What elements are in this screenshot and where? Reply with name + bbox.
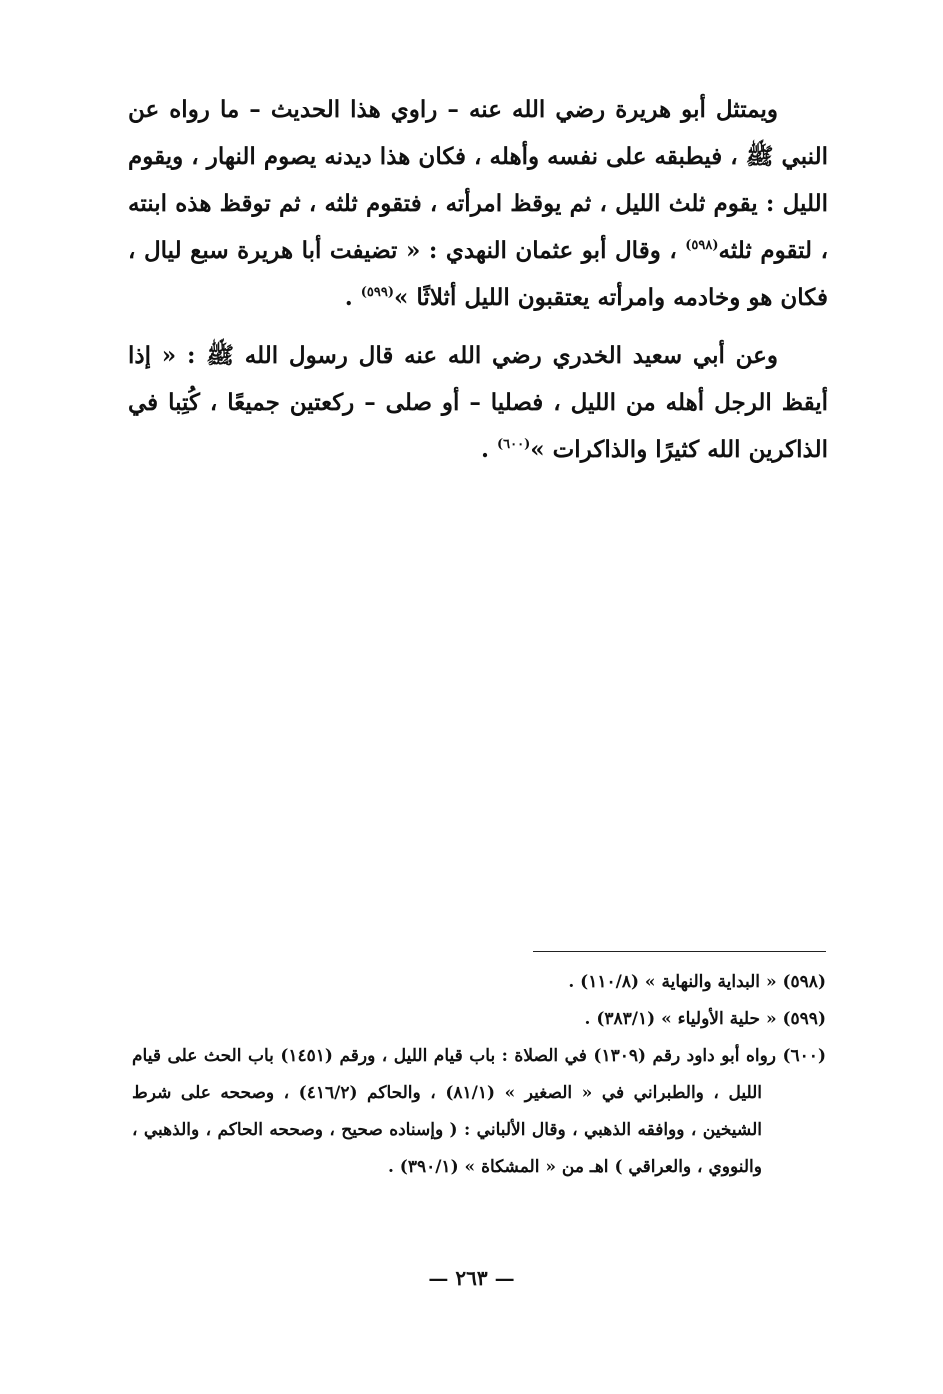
footnote-ref-598[interactable]: (٥٩٨) [685,238,719,253]
footnote-separator [533,951,826,952]
footnote-599 [132,1001,826,1038]
footnote-text: « البداية والنهاية » (١١٠/٨) . [568,972,777,992]
footnote-600 [132,1038,826,1186]
footnote-number: (٥٩٩) [782,1009,826,1029]
footnote-text: رواه أبو داود رقم (١٣٠٩) في الصلاة : باب قيام الليل ، ورقم (١٤٥١) باب الحث على قيام الليل ، والطبراني في « الصغير » (٨١/١) ، والحاكم (٤١٦/٢) ، وصححه على شرط الشيخين ، ووافقه الذهبي ، وقال الألباني : ( وإسناده صحيح ، وصححه الحاكم ، والذهبي ، والنووي ، والعراقي ) اهـ من « المشكاة » (٣٩٠/١) . [132,1046,776,1177]
footnotes-section [132,964,826,1186]
paragraph-2-text: وعن أبي سعيد الخدري رضي الله عنه قال رسول الله ﷺ : « إذا أيقظ الرجل أهله من الليل ، فصليا – أو صلى – ركعتين جميعًا ، كُتِبا في الذاكرين الله كثيرًا والذاكرات » [128,342,828,463]
paragraph-1-text: ويمتثل أبو هريرة رضي الله عنه – راوي هذا الحديث – ما رواه عن النبي ﷺ ، فيطبقه على نفسه وأهله ، فكان هذا ديدنه يصوم النهار ، ويقوم الليل : يقوم ثلث الليل ، ثم يوقظ امرأته ، فتقوم ثلثه ، ثم توقظ هذه ابنته ، لتقوم ثلثه [128,96,828,264]
paragraph-abu-hurayrah [128,86,828,321]
paragraph-abu-said [128,332,828,473]
paragraph-2-end: . [480,436,497,463]
footnote-ref-600[interactable]: (٦٠٠) [497,437,531,452]
footnote-number: (٥٩٨) [782,972,826,992]
footnote-ref-599[interactable]: (٥٩٩) [360,285,395,300]
page-number: — ٢٦٣ — [428,1266,515,1290]
footnote-number: (٦٠٠) [782,1046,826,1066]
paragraph-1-end: . [344,284,361,311]
footnote-598 [132,964,826,1001]
paragraph-1-text-cont: ، وقال أبو عثمان النهدي : « تضيفت أبا هريرة سبع ليال ، فكان هو وخادمه وامرأته يعتقبون الليل أثلاثًا » [128,237,828,311]
footnote-text: « حلية الأولياء » (٣٨٣/١) . [584,1009,777,1029]
